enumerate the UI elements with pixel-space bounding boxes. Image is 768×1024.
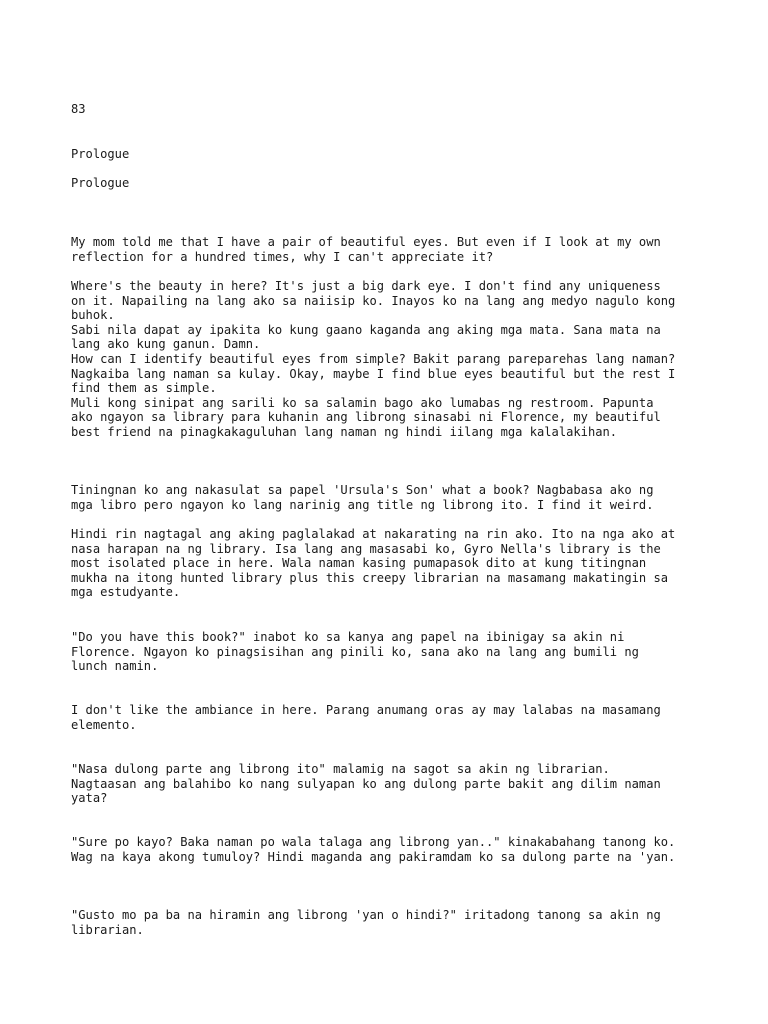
paragraph: Hindi rin nagtagal ang aking paglalakad at nakarating na rin ako. Ito na nga ako at nasa harapan na ng library. Isa lang ang masasabi ko, Gyro Nella's library is the most isolated place in here. Wala naman kasing pumapasok dito at kung titingnan mukha na itong hunted library plus this creepy librarian na masamang makatingin sa mga estudyante. <box>71 527 676 600</box>
paragraph: Where's the beauty in here? It's just a big dark eye. I don't find any uniqueness on it. Napailing na lang ako sa naiisip ko. Inayos ko na lang ang medyo nagulo kong buhok. Sabi nila dapat ay ipakita ko kung gaano kaganda ang aking mga mata. Sana mata na lang ako kung ganun. Damn. How can I identify beautiful eyes from simple? Bakit parang pareparehas lang naman? Nagkaiba lang naman sa kulay. Okay, maybe I find blue eyes beautiful but the rest I find them as simple. Muli kong sinipat ang sarili ko sa salamin bago ako lumabas ng restroom. Papunta ako ngayon sa library para kuhanin ang librong sinasabi ni Florence, my beautiful best friend na pinagkakaguluhan lang naman ng hindi iilang mga kalalakihan. <box>71 279 676 439</box>
paragraph: My mom told me that I have a pair of beautiful eyes. But even if I look at my own reflection for a hundred times, why I can't appreciate it? <box>71 235 661 264</box>
page-number: 83 <box>71 102 86 116</box>
paragraph: Tiningnan ko ang nakasulat sa papel 'Ursula's Son' what a book? Nagbabasa ako ng mga libro pero ngayon ko lang narinig ang title ng librong ito. I find it weird. <box>71 483 654 512</box>
paragraph: "Do you have this book?" inabot ko sa kanya ang papel na ibinigay sa akin ni Florence. Ngayon ko pinagsisihan ang pinili ko, sana ako na lang ang bumili ng lunch namin. <box>71 630 639 674</box>
chapter-subheading: Prologue <box>71 176 130 190</box>
paragraph: "Gusto mo pa ba na hiramin ang librong 'yan o hindi?" iritadong tanong sa akin ng librarian. <box>71 908 661 937</box>
paragraph: I don't like the ambiance in here. Parang anumang oras ay may lalabas na masamang elemento. <box>71 703 661 732</box>
paragraph: "Sure po kayo? Baka naman po wala talaga ang librong yan.." kinakabahang tanong ko. Wag na kaya akong tumuloy? Hindi maganda ang pakiramdam ko sa dulong parte na 'yan. <box>71 835 676 864</box>
chapter-heading: Prologue <box>71 147 130 161</box>
paragraph: "Nasa dulong parte ang librong ito" malamig na sagot sa akin ng librarian. Nagtaasan ang balahibo ko nang sulyapan ko ang dulong parte bakit ang dilim naman yata? <box>71 762 661 806</box>
